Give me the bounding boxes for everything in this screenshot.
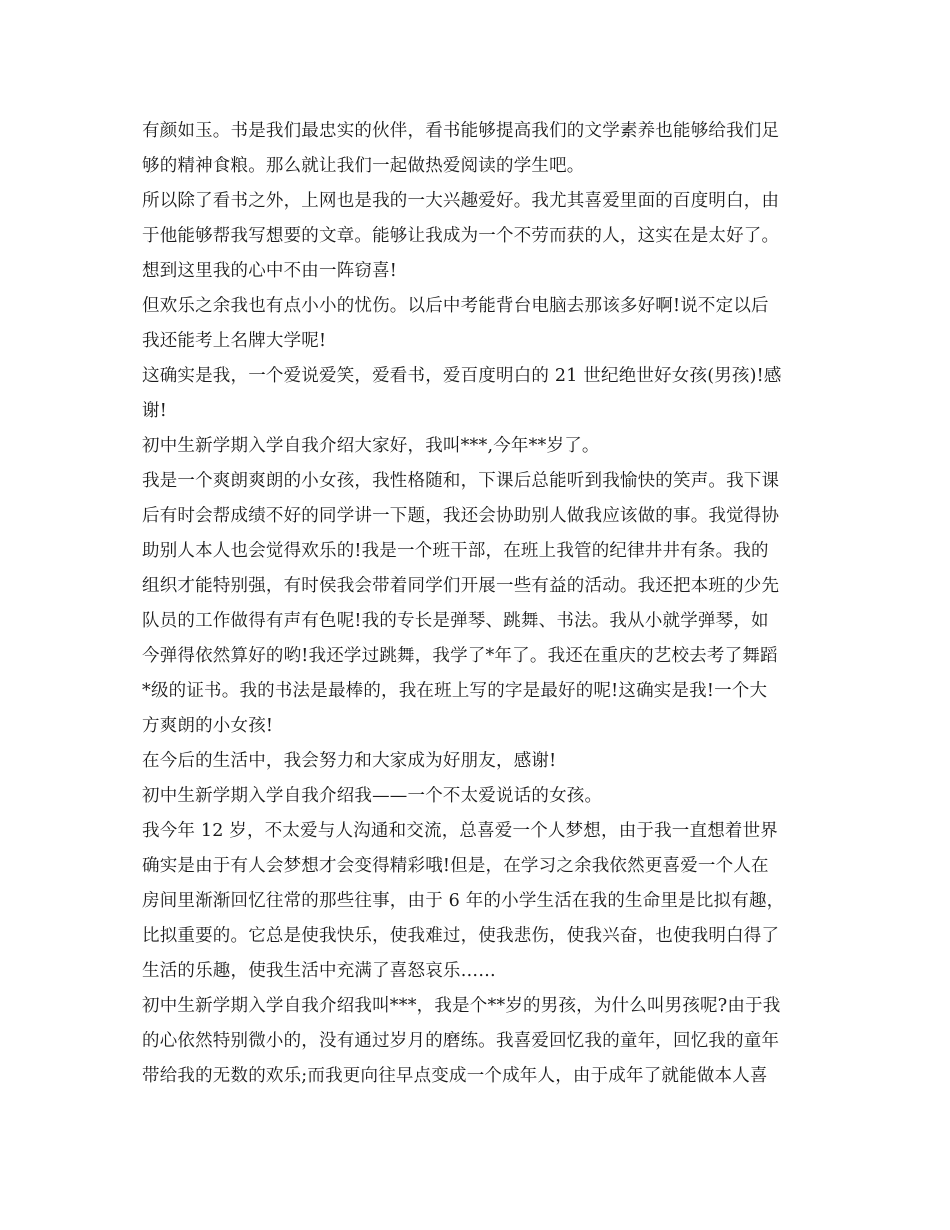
text-line: 想到这里我的心中不由一阵窃喜! [142, 261, 398, 281]
text-line: *级的证书。我的书法是最棒的，我在班上写的字是最好的呢!这确实是我!一个大 [142, 681, 768, 701]
text-line: 房间里渐渐回忆往常的那些往事，由于 6 年的小学生活在我的生命里是比拟有趣， [142, 891, 785, 911]
text-line: 组织才能特别强，有时侯我会带着同学们开展一些有益的活动。我还把本班的少先 [142, 576, 780, 596]
text-line: 所以除了看书之外，上网也是我的一大兴趣爱好。我尤其喜爱里面的百度明白，由 [142, 191, 780, 211]
text-line: 初中生新学期入学自我介绍我叫***，我是个**岁的男孩，为什么叫男孩呢?由于我 [142, 996, 781, 1016]
text-line: 有颜如玉。书是我们最忠实的伙伴，看书能够提高我们的文学素养也能够给我们足 [142, 121, 780, 141]
text-line: 我今年 12 岁，不太爱与人沟通和交流，总喜爱一个人梦想，由于我一直想着世界 [142, 821, 778, 841]
text-line: 助别人本人也会觉得欢乐的!我是一个班干部，在班上我管的纪律井井有条。我的 [142, 541, 769, 561]
text-line: 谢! [142, 401, 167, 421]
text-line: 我是一个爽朗爽朗的小女孩，我性格随和，下课后总能听到我愉快的笑声。我下课 [142, 471, 780, 491]
text-line: 带给我的无数的欢乐;而我更向往早点变成一个成年人，由于成年了就能做本人喜 [142, 1066, 768, 1086]
text-line: 我还能考上名牌大学呢! [142, 331, 327, 351]
text-line: 的心依然特别微小的，没有通过岁月的磨练。我喜爱回忆我的童年，回忆我的童年 [142, 1031, 780, 1051]
text-line: 于他能够帮我写想要的文章。能够让我成为一个不劳而获的人，这实在是太好了。 [142, 226, 780, 246]
text-line: 队员的工作做得有声有色呢!我的专长是弹琴、跳舞、书法。我从小就学弹琴，如 [142, 611, 769, 631]
text-line: 确实是由于有人会梦想才会变得精彩哦!但是，在学习之余我依然更喜爱一个人在 [142, 856, 769, 876]
text-line: 比拟重要的。它总是使我快乐，使我难过，使我悲伤，使我兴奋，也使我明白得了 [142, 926, 780, 946]
text-line: 初中生新学期入学自我介绍我——一个不太爱说话的女孩。 [142, 786, 603, 806]
body-text [142, 114, 818, 1094]
text-line: 在今后的生活中，我会努力和大家成为好朋友，感谢! [142, 751, 557, 771]
text-line: 方爽朗的小女孩! [142, 716, 274, 736]
text-line: 但欢乐之余我也有点小小的忧伤。以后中考能背台电脑去那该多好啊!说不定以后 [142, 296, 769, 316]
text-line: 够的精神食粮。那么就让我们一起做热爱阅读的学生吧。 [142, 156, 585, 176]
text-line: 这确实是我，一个爱说爱笑，爱看书，爱百度明白的 21 世纪绝世好女孩(男孩)!感 [142, 366, 782, 386]
text-line: 今弹得依然算好的哟!我还学过跳舞，我学了*年了。我还在重庆的艺校去考了舞蹈 [142, 646, 778, 666]
text-line: 初中生新学期入学自我介绍大家好，我叫***,今年**岁了。 [142, 436, 600, 456]
text-line: 生活的乐趣，使我生活中充满了喜怒哀乐…… [142, 961, 496, 981]
text-line: 后有时会帮成绩不好的同学讲一下题，我还会协助别人做我应该做的事。我觉得协 [142, 506, 780, 526]
